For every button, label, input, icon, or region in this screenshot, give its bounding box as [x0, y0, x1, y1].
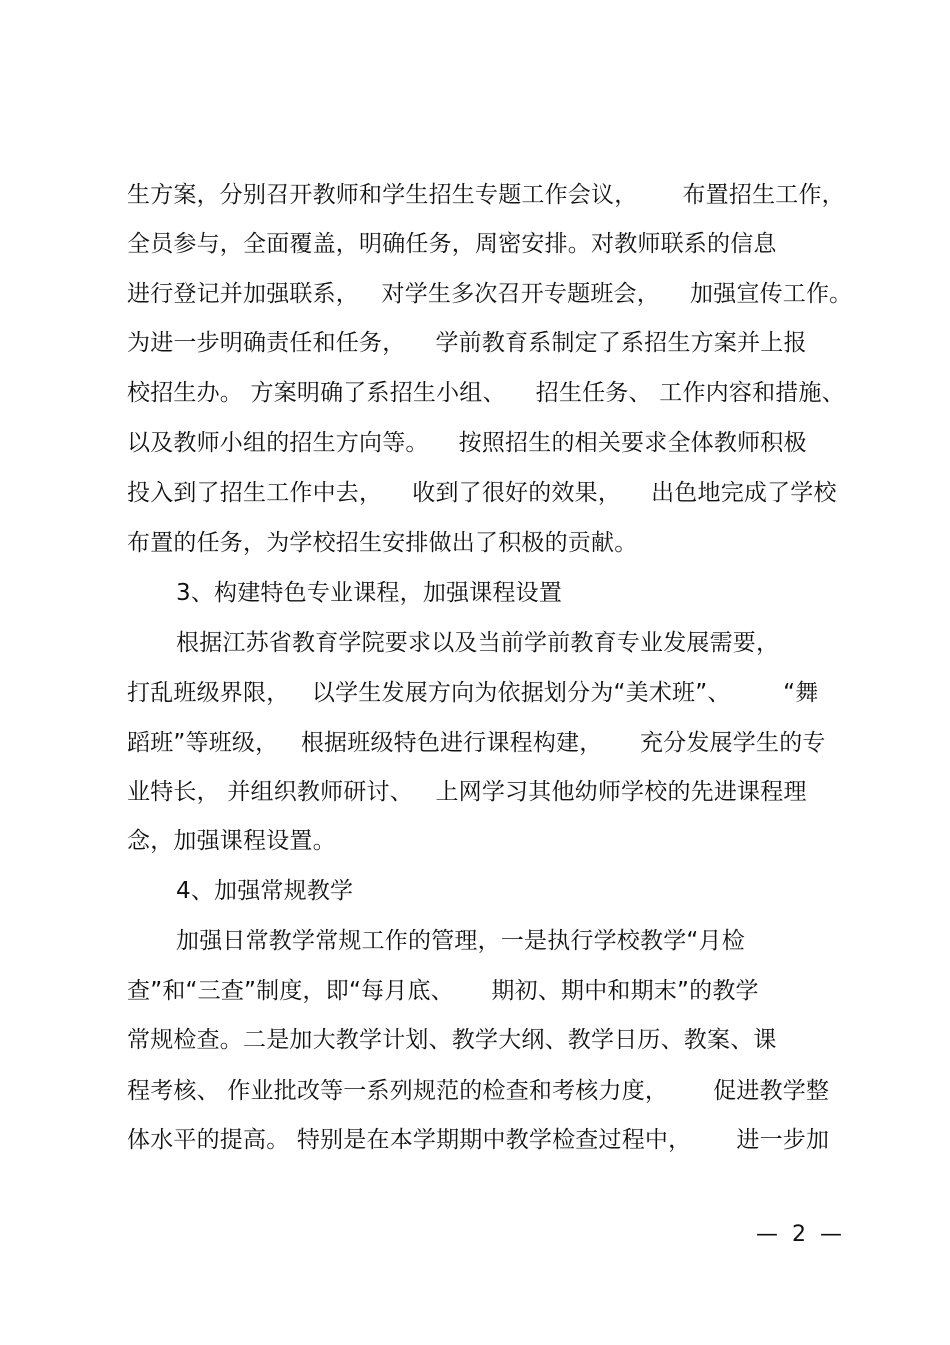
text-line: 打乱班级界限， 以学生发展方向为依据划分为“美术班”、 “舞 — [127, 680, 819, 706]
text-line: 常规检查。二是加大教学计划、教学大纲、教学日历、教案、课 — [127, 1027, 777, 1053]
text-line: 念，加强课程设置。 — [127, 828, 336, 854]
text-line: 查”和“三查”制度，即“每月底、 期初、期中和期末”的教学 — [127, 978, 759, 1004]
paragraph-first-line: 加强日常教学常规工作的管理，一是执行学校教学“月检 — [176, 928, 745, 954]
paragraph-first-line: 根据江苏省教育学院要求以及当前学前教育专业发展需要， — [176, 630, 780, 656]
section-heading: 4、加强常规教学 — [176, 878, 354, 904]
page-number: — 2 — — [756, 1222, 842, 1247]
text-line: 布置的任务，为学校招生安排做出了积极的贡献。 — [127, 530, 638, 556]
text-line: 生方案，分别召开教师和学生招生专题工作会议， 布置招生工作， — [127, 182, 845, 208]
text-line: 投入到了招生工作中去， 收到了很好的效果， 出色地完成了学校 — [127, 480, 837, 506]
text-line: 体水平的提高。 特别是在本学期期中教学检查过程中， 进一步加 — [127, 1127, 830, 1153]
text-line: 校招生办。 方案明确了系招生小组、 招生任务、 工作内容和措施、 — [127, 380, 845, 406]
section-heading: 3、构建特色专业课程，加强课程设置 — [176, 580, 563, 606]
text-line: 为进一步明确责任和任务， 学前教育系制定了系招生方案并上报 — [127, 330, 807, 356]
text-line: 以及教师小组的招生方向等。 按照招生的相关要求全体教师积极 — [127, 430, 807, 456]
text-line: 全员参与，全面覆盖，明确任务，周密安排。对教师联系的信息 — [127, 231, 777, 257]
text-line: 进行登记并加强联系， 对学生多次召开专题班会， 加强宣传工作。 — [127, 281, 853, 307]
text-line: 蹈班”等班级， 根据班级特色进行课程构建， 充分发展学生的专 — [127, 730, 826, 756]
text-line: 程考核、 作业批改等一系列规范的检查和考核力度， 促进教学整 — [127, 1078, 830, 1104]
text-line: 业特长， 并组织教师研讨、 上网学习其他幼师学校的先进课程理 — [127, 779, 807, 805]
